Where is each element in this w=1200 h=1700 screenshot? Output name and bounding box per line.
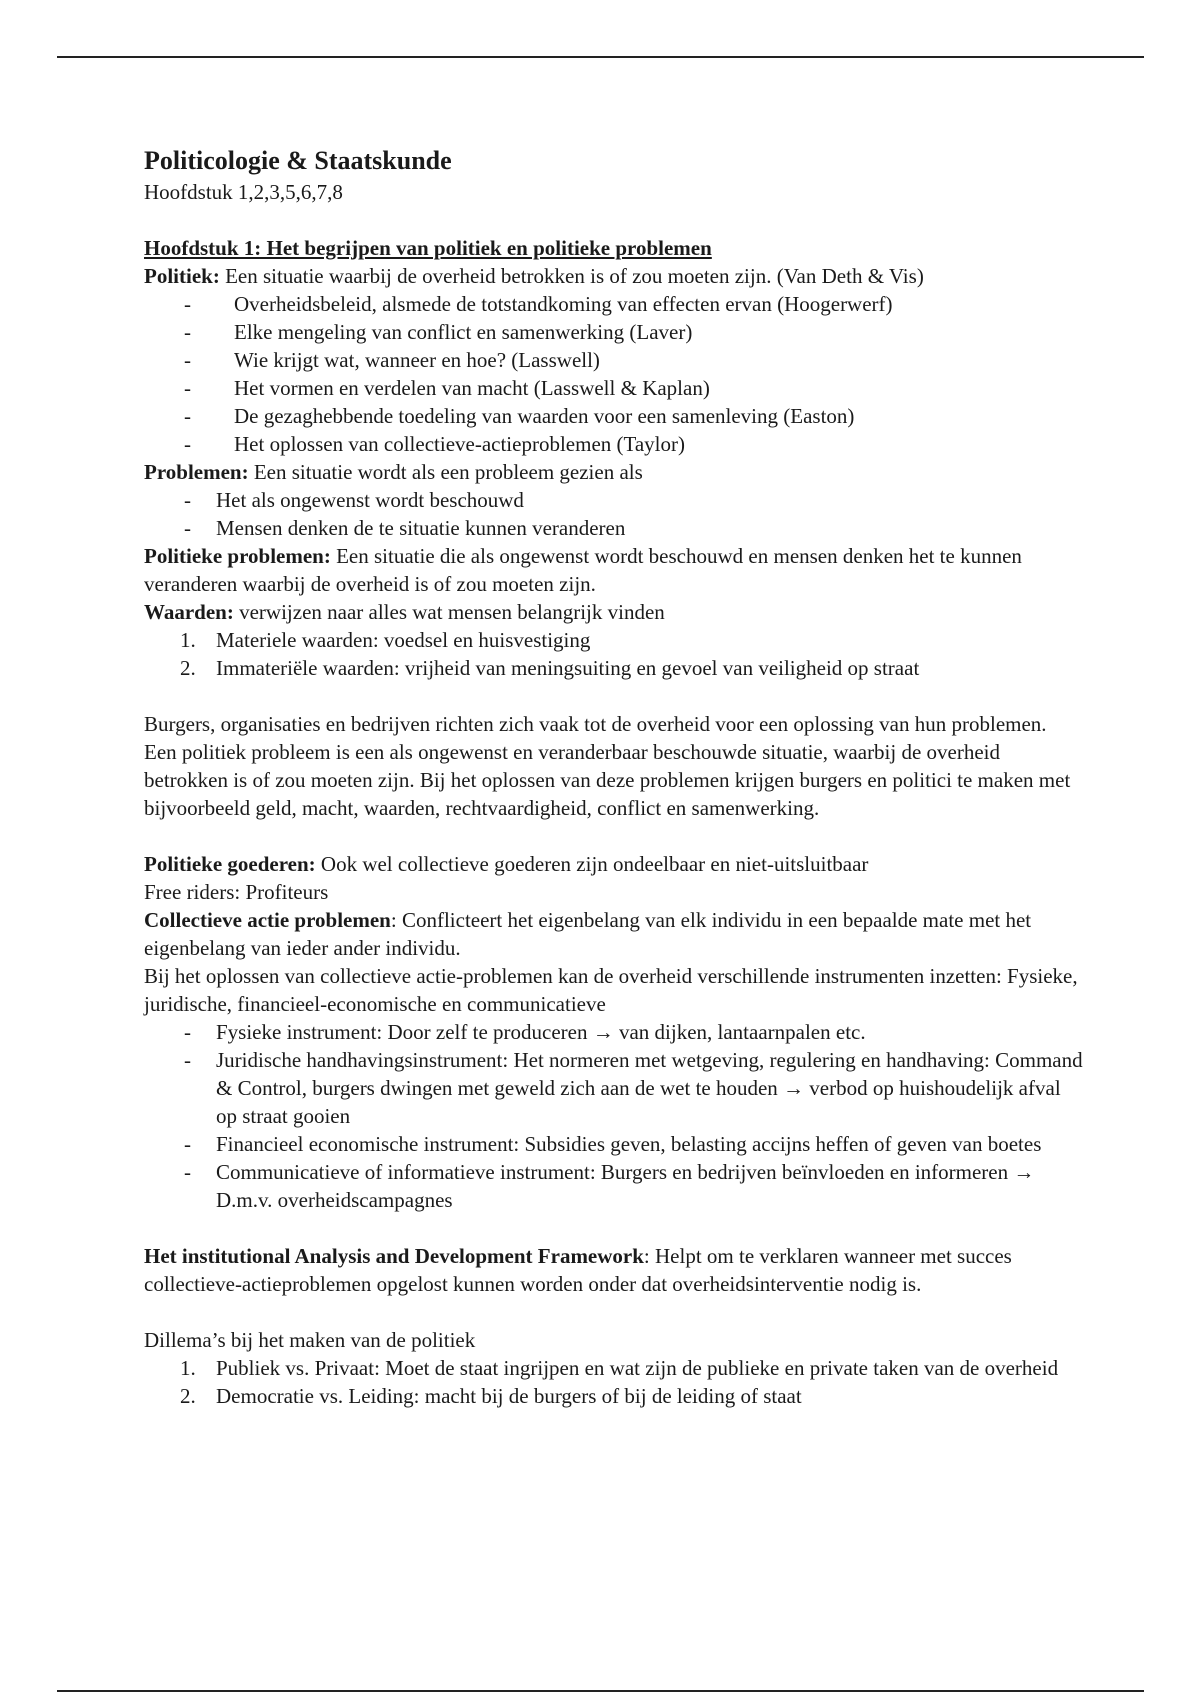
list-item: - Fysieke instrument: Door zelf te produceren → van dijken, lantaarnpalen etc. [144, 1018, 1084, 1046]
term-label: Politieke goederen: [144, 852, 316, 876]
list-text: Democratie vs. Leiding: macht bij de burgers of bij de leiding of staat [216, 1384, 802, 1408]
list-text: Immateriële waarden: vrijheid van meningsuiting en gevoel van veiligheid op straat [216, 656, 920, 680]
paragraph-burgers: Burgers, organisaties en bedrijven richten zich vaak tot de overheid voor een oplossing van hun problemen. Een politiek probleem is een als ongewenst en veranderbaar beschouwde situatie, waarbij de overheid betrokken is of zou moeten zijn. Bij het oplossen van deze problemen krijgen burgers en politici te maken met bijvoorbeeld geld, macht, waarden, rechtvaardigheid, conflict en samenwerking. [144, 712, 1071, 820]
dilemmas-intro: Dillema’s bij het maken van de politiek [144, 1328, 476, 1352]
instrumenten-intro: Bij het oplossen van collectieve actie-problemen kan de overheid verschillende instrumenten inzetten: Fysieke, juridische, financieel-economische en communicatieve [144, 964, 1078, 1016]
term-label: Het institutional Analysis and Development Framework [144, 1244, 644, 1268]
list-item: - Het als ongewenst wordt beschouwd [144, 486, 1084, 514]
term-label: Waarden: [144, 600, 234, 624]
list-item: - Het vormen en verdelen van macht (Lasswell & Kaplan) [144, 374, 1084, 402]
term-label: Politieke problemen: [144, 544, 331, 568]
definition-collectieve-actie [144, 906, 1084, 962]
definition-politieke-problemen [144, 542, 1084, 598]
list-number: 1. [180, 1356, 196, 1380]
definition-problemen [144, 458, 1084, 486]
term-definition: Ook wel collectieve goederen zijn ondeelbaar en niet-uitsluitbaar [315, 852, 869, 876]
definition-iad-framework [144, 1242, 1084, 1298]
list-item: - Elke mengeling van conflict en samenwerking (Laver) [144, 318, 1084, 346]
dilemmas-list [144, 1354, 1084, 1410]
definition-waarden [144, 598, 1084, 626]
definition-politiek [144, 262, 1084, 290]
waarden-list [144, 626, 1084, 682]
term-definition: : Helpt om te verklaren wanneer met succes collectieve-actieproblemen opgelost kunnen worden onder dat overheidsinterventie nodig is. [144, 1244, 1012, 1296]
list-item: - Wie krijgt wat, wanneer en hoe? (Lasswell) [144, 346, 1084, 374]
list-text: Materiele waarden: voedsel en huisvestiging [216, 628, 591, 652]
term-definition: : Conflicteert het eigenbelang van elk individu in een bepaalde mate met het eigenbelang van ieder ander individu. [144, 908, 1032, 960]
list-item: - Mensen denken de te situatie kunnen veranderen [144, 514, 1084, 542]
document-title: Politicologie & Staatskunde [144, 146, 452, 175]
term-definition: Een situatie waarbij de overheid betrokken is of zou moeten zijn. (Van Deth & Vis) [219, 264, 924, 288]
politiek-list [144, 290, 1084, 458]
free-riders-line: Free riders: Profiteurs [144, 880, 329, 904]
list-item: - Overheidsbeleid, alsmede de totstandkoming van effecten ervan (Hoogerwerf) [144, 290, 1084, 318]
list-item: - Financieel economische instrument: Subsidies geven, belasting accijns heffen of geven van boetes [144, 1130, 1084, 1158]
list-item: - De gezaghebbende toedeling van waarden voor een samenleving (Easton) [144, 402, 1084, 430]
list-item [144, 1382, 1084, 1410]
document-page [144, 144, 1084, 1410]
definition-politieke-goederen [144, 850, 1084, 878]
list-number: 1. [180, 628, 196, 652]
header-rule [57, 56, 1144, 58]
term-label: Politiek: [144, 264, 220, 288]
problemen-list [144, 486, 1084, 542]
list-item: - Het oplossen van collectieve-actieproblemen (Taylor) [144, 430, 1084, 458]
list-item: - Communicatieve of informatieve instrument: Burgers en bedrijven beïnvloeden en informeren → D.m.v. overheidscampagnes [144, 1158, 1084, 1214]
term-definition: Een situatie wordt als een probleem gezien als [248, 460, 643, 484]
footer-rule [57, 1690, 1144, 1692]
instrumenten-list [144, 1018, 1084, 1214]
term-definition: verwijzen naar alles wat mensen belangrijk vinden [233, 600, 665, 624]
list-item [144, 626, 1084, 654]
list-item: - Juridische handhavingsinstrument: Het normeren met wetgeving, regulering en handhaving: Command & Control, burgers dwingen met geweld zich aan de wet te houden → verbod op huishoudelijk afval op straat gooien [144, 1046, 1084, 1130]
term-label: Problemen: [144, 460, 249, 484]
term-definition: Een situatie die als ongewenst wordt beschouwd en mensen denken het te kunnen veranderen waarbij de overheid is of zou moeten zijn. [144, 544, 1022, 596]
list-item [144, 1354, 1084, 1382]
list-number: 2. [180, 1384, 196, 1408]
list-number: 2. [180, 656, 196, 680]
document-subtitle: Hoofdstuk 1,2,3,5,6,7,8 [144, 180, 343, 204]
chapter-heading: Hoofdstuk 1: Het begrijpen van politiek en politieke problemen [144, 236, 712, 260]
list-text: Publiek vs. Privaat: Moet de staat ingrijpen en wat zijn de publieke en private taken van de overheid [216, 1356, 1059, 1380]
term-label: Collectieve actie problemen [144, 908, 391, 932]
list-item [144, 654, 1084, 682]
